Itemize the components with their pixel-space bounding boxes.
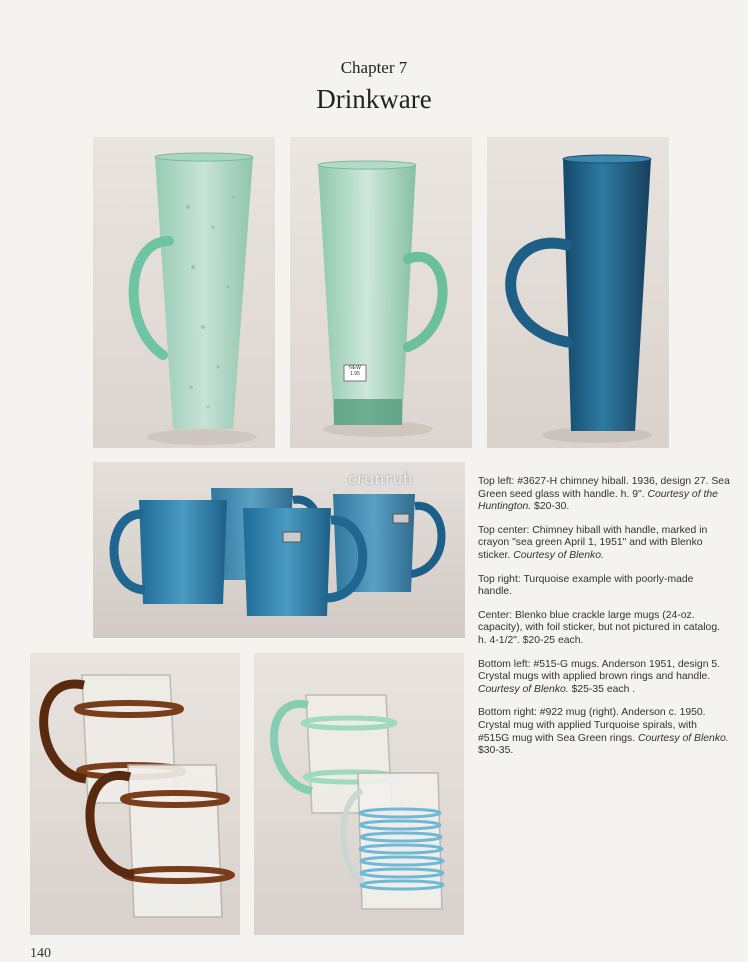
- blenko-sticker: NEW 1.95: [349, 365, 361, 377]
- caption-top-left: Top left: #3627-H chimney hiball. 1936, design 27. Sea Green seed glass with handle. h. 9". Courtesy of the Huntington. $20-30.: [478, 476, 730, 513]
- caption-bottom-right: Bottom right: #922 mug (right). Anderson c. 1950. Crystal mug with applied Turquoise spirals, with #515G mug with Sea Green rings. Courtesy of Blenko. $30-35.: [478, 707, 729, 757]
- photo-top-right-hiball: [487, 137, 669, 448]
- caption-center: Center: Blenko blue crackle large mugs (24-oz. capacity), with foil sticker, but not pictured in catalog. h. 4-1/2". $20-25 each.: [478, 609, 720, 646]
- caption-top-right: Top right: Turquoise example with poorly-made handle.: [478, 573, 694, 598]
- caption-bottom-left: Bottom left: #515-G mugs. Anderson 1951, design 5. Crystal mugs with applied brown rings and handle. Courtesy of Blenko. $25-35 each .: [478, 658, 721, 695]
- photo-center-blue-mugs: [93, 462, 465, 638]
- photo-bottom-left-mugs: [30, 653, 240, 935]
- caption-top-center: Top center: Chimney hiball with handle, marked in crayon "sea green April 1, 1951" and with Blenko sticker. Courtesy of Blenko.: [478, 524, 708, 561]
- chapter-label: Chapter 7: [340, 58, 408, 77]
- photo-top-center-hiball: [290, 137, 472, 448]
- watermark: crunruh: [348, 470, 414, 488]
- photo-top-left-hiball: [93, 137, 275, 448]
- page-number: 140: [30, 946, 51, 961]
- captions: [478, 476, 730, 769]
- photo-bottom-right-mugs: [254, 653, 464, 935]
- page-title: Drinkware: [316, 84, 432, 114]
